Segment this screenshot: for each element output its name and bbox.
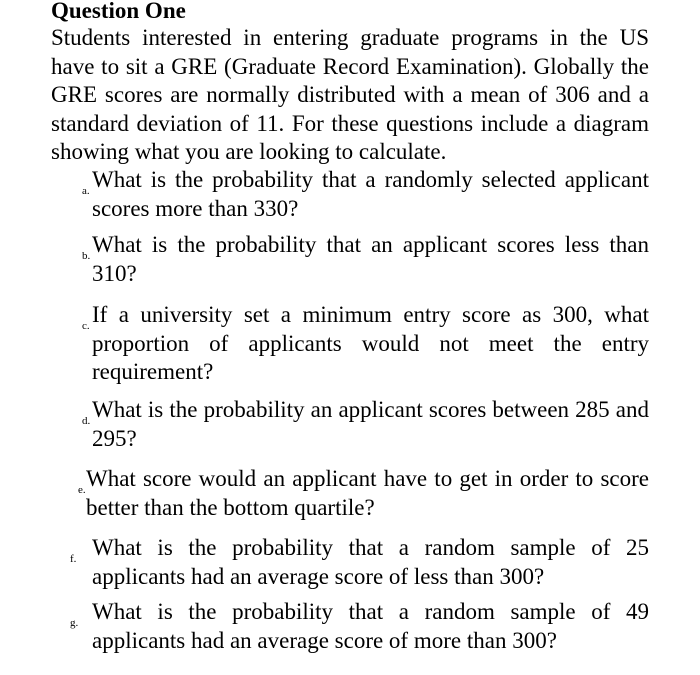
question-marker-e: e.: [78, 484, 86, 496]
question-marker-a: a.: [82, 185, 90, 197]
question-title: Question One: [51, 0, 186, 23]
question-marker-d: d.: [82, 415, 91, 427]
question-item-f: What is the probability that a random sample of 25 applicants had an average score of less than 300?: [92, 535, 649, 589]
question-marker-f: f.: [70, 553, 77, 565]
question-marker-b: b.: [82, 250, 91, 262]
question-item-a: What is the probability that a randomly selected applicant scores more than 330?: [92, 167, 649, 221]
question-item-g: What is the probability that a random sample of 49 applicants had an average score of more than 300?: [92, 599, 649, 653]
question-marker-g: g.: [70, 617, 79, 629]
question-item-e: What score would an applicant have to get in order to score better than the bottom quartile?: [86, 466, 649, 520]
question-marker-c: c.: [82, 320, 90, 332]
question-item-b: What is the probability that an applicant scores less than 310?: [92, 232, 649, 286]
question-intro: Students interested in entering graduate programs in the US have to sit a GRE (Graduate Record Examination). Globally the GRE scores are normally distributed with a mean of 306 and a standard deviation of 11. For these questions include a diagram showing what you are looking to calculate.: [51, 25, 649, 164]
question-item-d: What is the probability an applicant scores between 285 and 295?: [92, 397, 649, 451]
question-item-c: If a university set a minimum entry score as 300, what proportion of applicants would not meet the entry requirement?: [92, 302, 649, 384]
